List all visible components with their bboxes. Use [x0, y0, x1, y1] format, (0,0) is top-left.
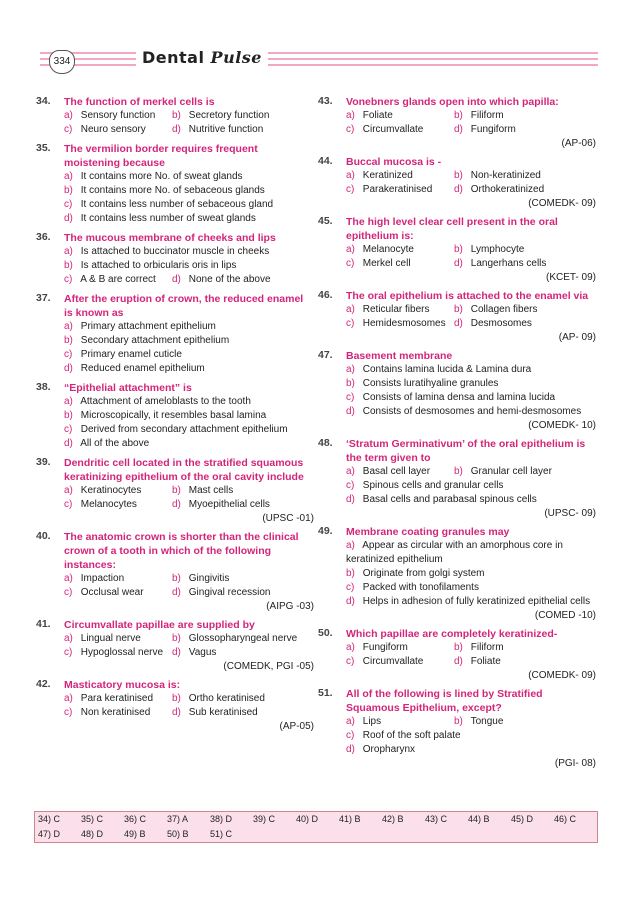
- option-letter: a): [64, 693, 73, 704]
- option-letter: c): [346, 124, 355, 135]
- option-letter: c): [64, 199, 73, 210]
- option-item: a) Fungiform: [346, 642, 408, 653]
- answer-key: [34, 811, 598, 843]
- option-letter: c): [346, 392, 355, 403]
- option-letter: a): [346, 716, 355, 727]
- option-item: c) Neuro sensory: [64, 124, 146, 135]
- option-item: b) Granular cell layer: [454, 466, 552, 477]
- question-block: [36, 530, 314, 613]
- option-item: d) All of the above: [64, 438, 150, 449]
- option-letter: d): [454, 318, 463, 329]
- option-letter: b): [454, 466, 463, 477]
- question-source: (COMEDK- 10): [528, 420, 596, 431]
- option-letter: c): [346, 730, 355, 741]
- answer-cell: 43) C: [425, 814, 448, 824]
- option-row: [346, 257, 596, 271]
- question-number: 38.: [36, 381, 51, 393]
- option-item: a) Foliate: [346, 110, 393, 121]
- question-source: (UPSC -01): [262, 513, 314, 524]
- option-letter: d): [64, 438, 73, 449]
- option-letter: a): [346, 304, 355, 315]
- question-text: After the eruption of crown, the reduced enamel is known as: [64, 293, 304, 319]
- option-row: [64, 586, 314, 600]
- question-number: 48.: [318, 437, 333, 449]
- option-letter: c): [64, 707, 73, 718]
- option-item: a) Para keratinised: [64, 693, 154, 704]
- option-item: c) Consists of lamina densa and lamina lucida: [346, 392, 556, 403]
- option-row: [346, 317, 596, 331]
- question-number: 43.: [318, 95, 333, 107]
- option-item: c) Primary enamel cuticle: [64, 349, 182, 360]
- answer-cell: 36) C: [124, 814, 147, 824]
- option-item: d) Nutritive function: [172, 124, 264, 135]
- option-row: [346, 303, 596, 317]
- question-source: (COMEDK, PGI -05): [223, 661, 314, 672]
- option-letter: a): [64, 246, 73, 257]
- question-text: The oral epithelium is attached to the enamel via: [346, 290, 589, 302]
- left-column: [36, 95, 314, 738]
- option-item: d) Consists of desmosomes and hemi-desmosomes: [346, 406, 582, 417]
- option-row: [346, 243, 596, 257]
- answer-cell: 35) C: [81, 814, 104, 824]
- question-source: (AP-05): [279, 721, 314, 732]
- question-block: [318, 289, 596, 344]
- option-item: d) Helps in adhesion of fully keratinized epithelial cells: [346, 596, 591, 607]
- question-block: [318, 155, 596, 210]
- question-block: [318, 437, 596, 520]
- question-text: The anatomic crown is shorter than the clinical crown of a tooth in which of the following instances:: [64, 531, 299, 571]
- option-letter: d): [346, 494, 355, 505]
- option-row: [64, 498, 314, 512]
- option-item: c) Occlusal wear: [64, 587, 144, 598]
- answer-cell: 39) C: [253, 814, 276, 824]
- option-letter: b): [454, 304, 463, 315]
- option-item: a) Basal cell layer: [346, 466, 431, 477]
- page-title: Dental Pulse: [136, 48, 268, 67]
- option-item: c) Circumvallate: [346, 124, 424, 135]
- right-column: [318, 95, 596, 775]
- option-letter: a): [64, 485, 73, 496]
- question-source: (COMEDK- 09): [528, 670, 596, 681]
- option-item: a) Is attached to buccinator muscle in cheeks: [64, 246, 270, 257]
- question-text: The function of merkel cells is: [64, 96, 215, 108]
- option-item: d) Vagus: [172, 647, 217, 658]
- question-number: 50.: [318, 627, 333, 639]
- option-item: d) Gingival recession: [172, 587, 271, 598]
- question-block: [36, 618, 314, 673]
- option-item: d) None of the above: [172, 274, 271, 285]
- option-letter: a): [346, 466, 355, 477]
- option-letter: a): [346, 540, 355, 551]
- option-item: c) Non keratinised: [64, 707, 151, 718]
- question-source: (AIPG -03): [266, 601, 314, 612]
- option-item: b) Filiform: [454, 642, 504, 653]
- option-letter: a): [64, 633, 73, 644]
- option-item: a) Keratinized: [346, 170, 413, 181]
- option-letter: b): [454, 110, 463, 121]
- option-item: d) Fungiform: [454, 124, 516, 135]
- question-block: [318, 525, 596, 622]
- option-letter: d): [172, 124, 181, 135]
- option-letter: d): [454, 184, 463, 195]
- page-header: [40, 44, 598, 74]
- option-row: [64, 632, 314, 646]
- question-source: (COMED -10): [534, 610, 596, 621]
- option-item: d) Desmosomes: [454, 318, 532, 329]
- option-letter: d): [346, 744, 355, 755]
- question-number: 35.: [36, 142, 51, 154]
- option-letter: a): [64, 396, 73, 407]
- page-number: 334: [49, 50, 75, 74]
- question-number: 45.: [318, 215, 333, 227]
- option-item: d) Sub keratinised: [172, 707, 258, 718]
- question-block: [36, 381, 314, 451]
- option-letter: d): [346, 406, 355, 417]
- option-letter: c): [64, 124, 73, 135]
- option-item: a) It contains more No. of sweat glands: [64, 171, 243, 182]
- option-letter: b): [64, 260, 73, 271]
- option-letter: b): [172, 693, 181, 704]
- answer-cell: 44) B: [468, 814, 490, 824]
- option-row: [64, 123, 314, 137]
- answer-cell: 37) A: [167, 814, 189, 824]
- option-letter: a): [64, 110, 73, 121]
- option-letter: b): [454, 170, 463, 181]
- option-item: a) Sensory function: [64, 110, 156, 121]
- question-number: 47.: [318, 349, 333, 361]
- answer-cell: 46) C: [554, 814, 577, 824]
- question-number: 42.: [36, 678, 51, 690]
- option-letter: b): [64, 410, 73, 421]
- option-letter: c): [64, 424, 73, 435]
- option-letter: a): [346, 364, 355, 375]
- option-letter: b): [64, 335, 73, 346]
- question-block: [36, 231, 314, 287]
- option-letter: a): [64, 321, 73, 332]
- question-number: 37.: [36, 292, 51, 304]
- option-item: b) Non-keratinized: [454, 170, 541, 181]
- option-letter: a): [346, 170, 355, 181]
- question-source: (COMEDK- 09): [528, 198, 596, 209]
- option-item: c) Circumvallate: [346, 656, 424, 667]
- question-source: (UPSC- 09): [544, 508, 596, 519]
- option-item: b) Lymphocyte: [454, 244, 525, 255]
- option-item: d) Basal cells and parabasal spinous cells: [346, 494, 537, 505]
- question-number: 41.: [36, 618, 51, 630]
- option-letter: c): [64, 349, 73, 360]
- option-item: a) Attachment of ameloblasts to the tooth: [64, 396, 251, 407]
- answer-cell: 38) D: [210, 814, 233, 824]
- option-letter: c): [64, 587, 73, 598]
- option-item: b) Filiform: [454, 110, 504, 121]
- option-letter: d): [172, 499, 181, 510]
- option-item: b) It contains more No. of sebaceous glands: [64, 185, 265, 196]
- option-item: c) Hypoglossal nerve: [64, 647, 164, 658]
- option-letter: d): [64, 213, 73, 224]
- option-row: [346, 655, 596, 669]
- option-letter: c): [64, 274, 73, 285]
- option-item: b) Is attached to orbicularis oris in lips: [64, 260, 237, 271]
- option-letter: d): [172, 274, 181, 285]
- option-row: [346, 641, 596, 655]
- option-row: [346, 109, 596, 123]
- option-letter: d): [64, 363, 73, 374]
- question-block: [36, 292, 314, 376]
- answer-cell: 48) D: [81, 829, 104, 839]
- option-item: b) Collagen fibers: [454, 304, 538, 315]
- option-letter: d): [172, 587, 181, 598]
- question-number: 51.: [318, 687, 333, 699]
- option-item: a) Lips: [346, 716, 382, 727]
- option-item: c) Derived from secondary attachment epithelium: [64, 424, 288, 435]
- option-letter: b): [64, 185, 73, 196]
- answer-row: [35, 812, 597, 827]
- option-letter: a): [346, 642, 355, 653]
- option-item: a) Primary attachment epithelium: [64, 321, 216, 332]
- option-letter: c): [346, 582, 355, 593]
- option-row: [64, 706, 314, 720]
- option-letter: b): [346, 568, 355, 579]
- option-letter: b): [454, 716, 463, 727]
- question-block: [36, 95, 314, 137]
- question-block: [318, 627, 596, 682]
- question-block: [318, 349, 596, 432]
- option-row: [64, 692, 314, 706]
- option-letter: d): [454, 124, 463, 135]
- option-letter: d): [172, 707, 181, 718]
- question-text: The high level clear cell present in the oral epithelium is:: [346, 216, 558, 242]
- option-item: c) Parakeratinised: [346, 184, 433, 195]
- option-letter: b): [172, 485, 181, 496]
- option-letter: d): [454, 258, 463, 269]
- option-letter: d): [346, 596, 355, 607]
- option-letter: d): [172, 647, 181, 658]
- option-row: [346, 123, 596, 137]
- option-row: [64, 484, 314, 498]
- question-text: The mucous membrane of cheeks and lips: [64, 232, 276, 244]
- question-text: Buccal mucosa is -: [346, 156, 442, 168]
- option-row: [64, 646, 314, 660]
- option-letter: c): [346, 656, 355, 667]
- option-item: a) Keratinocytes: [64, 485, 142, 496]
- option-item: b) Ortho keratinised: [172, 693, 265, 704]
- option-item: c) Melanocytes: [64, 499, 137, 510]
- question-source: (PGI- 08): [554, 758, 596, 769]
- question-text: Which papillae are completely keratinized-: [346, 628, 558, 640]
- option-letter: b): [454, 642, 463, 653]
- answer-cell: 41) B: [339, 814, 361, 824]
- option-letter: c): [346, 258, 355, 269]
- option-item: d) Reduced enamel epithelium: [64, 363, 205, 374]
- option-item: b) Gingivitis: [172, 573, 230, 584]
- question-text: Circumvallate papillae are supplied by: [64, 619, 255, 631]
- question-number: 46.: [318, 289, 333, 301]
- option-letter: b): [172, 573, 181, 584]
- option-item: b) Secondary attachment epithelium: [64, 335, 230, 346]
- option-item: c) Hemidesmosomes: [346, 318, 446, 329]
- question-text: “Epithelial attachment” is: [64, 382, 192, 394]
- option-item: b) Secretory function: [172, 110, 270, 121]
- answer-cell: 47) D: [38, 829, 61, 839]
- option-row: [346, 183, 596, 197]
- option-item: b) Microscopically, it resembles basal lamina: [64, 410, 267, 421]
- question-text: Dendritic cell located in the stratified squamous keratinizing epithelium of the oral cavity include: [64, 457, 304, 483]
- option-row: [346, 465, 596, 479]
- question-block: [36, 142, 314, 226]
- option-letter: a): [64, 171, 73, 182]
- option-item: a) Impaction: [64, 573, 125, 584]
- option-letter: a): [64, 573, 73, 584]
- option-item: b) Tongue: [454, 716, 504, 727]
- option-item: b) Glossopharyngeal nerve: [172, 633, 298, 644]
- question-source: (AP- 09): [558, 332, 596, 343]
- answer-cell: 45) D: [511, 814, 534, 824]
- option-letter: a): [346, 110, 355, 121]
- option-row: [346, 169, 596, 183]
- question-text: ‘Stratum Germinativum’ of the oral epithelium is the term given to: [346, 438, 586, 464]
- option-item: b) Mast cells: [172, 485, 234, 496]
- option-item: d) It contains less number of sweat glands: [64, 213, 256, 224]
- answer-cell: 51) C: [210, 829, 233, 839]
- option-item: d) Orthokeratinized: [454, 184, 545, 195]
- option-letter: b): [172, 633, 181, 644]
- option-item: a) Melanocyte: [346, 244, 414, 255]
- question-number: 39.: [36, 456, 51, 468]
- option-letter: c): [64, 647, 73, 658]
- answer-cell: 50) B: [167, 829, 189, 839]
- option-item: c) Spinous cells and granular cells: [346, 480, 504, 491]
- option-item: c) A & B are correct: [64, 274, 156, 285]
- question-text: Membrane coating granules may: [346, 526, 510, 538]
- option-item: a) Appear as circular with an amorphous core in keratinized epithelium: [346, 540, 563, 565]
- option-item: d) Foliate: [454, 656, 501, 667]
- question-number: 36.: [36, 231, 51, 243]
- option-letter: c): [346, 184, 355, 195]
- option-item: d) Oropharynx: [346, 744, 416, 755]
- question-block: [36, 456, 314, 525]
- question-text: Masticatory mucosa is:: [64, 679, 181, 691]
- option-row: [64, 273, 314, 287]
- question-block: [318, 215, 596, 284]
- option-letter: b): [172, 110, 181, 121]
- answer-cell: 42) B: [382, 814, 404, 824]
- answer-cell: 40) D: [296, 814, 319, 824]
- option-item: c) Packed with tonofilaments: [346, 582, 479, 593]
- question-number: 34.: [36, 95, 51, 107]
- answer-row: [35, 827, 597, 842]
- option-row: [64, 109, 314, 123]
- option-item: a) Lingual nerve: [64, 633, 141, 644]
- option-row: [64, 572, 314, 586]
- option-letter: b): [346, 378, 355, 389]
- question-block: [318, 687, 596, 770]
- option-item: c) Merkel cell: [346, 258, 411, 269]
- question-number: 49.: [318, 525, 333, 537]
- option-item: d) Myoepithelial cells: [172, 499, 270, 510]
- question-number: 40.: [36, 530, 51, 542]
- option-letter: c): [346, 318, 355, 329]
- option-letter: c): [346, 480, 355, 491]
- option-item: a) Contains lamina lucida & Lamina dura: [346, 364, 532, 375]
- option-letter: a): [346, 244, 355, 255]
- question-text: All of the following is lined by Stratified Squamous Epithelium, except?: [346, 688, 543, 714]
- option-item: c) It contains less number of sebaceous gland: [64, 199, 274, 210]
- question-source: (AP-06): [561, 138, 596, 149]
- question-number: 44.: [318, 155, 333, 167]
- option-item: a) Reticular fibers: [346, 304, 430, 315]
- question-block: [318, 95, 596, 150]
- answer-cell: 34) C: [38, 814, 61, 824]
- option-letter: d): [454, 656, 463, 667]
- option-item: b) Consists luratihyaline granules: [346, 378, 499, 389]
- question-text: Basement membrane: [346, 350, 453, 362]
- option-letter: b): [454, 244, 463, 255]
- answer-cell: 49) B: [124, 829, 146, 839]
- question-text: The vermilion border requires frequent moistening because: [64, 143, 258, 169]
- option-item: d) Langerhans cells: [454, 258, 547, 269]
- option-item: c) Roof of the soft palate: [346, 730, 461, 741]
- question-block: [36, 678, 314, 733]
- question-source: (KCET- 09): [545, 272, 596, 283]
- option-row: [346, 715, 596, 729]
- option-item: b) Originate from golgi system: [346, 568, 485, 579]
- option-letter: c): [64, 499, 73, 510]
- question-text: Vonebners glands open into which papilla:: [346, 96, 559, 108]
